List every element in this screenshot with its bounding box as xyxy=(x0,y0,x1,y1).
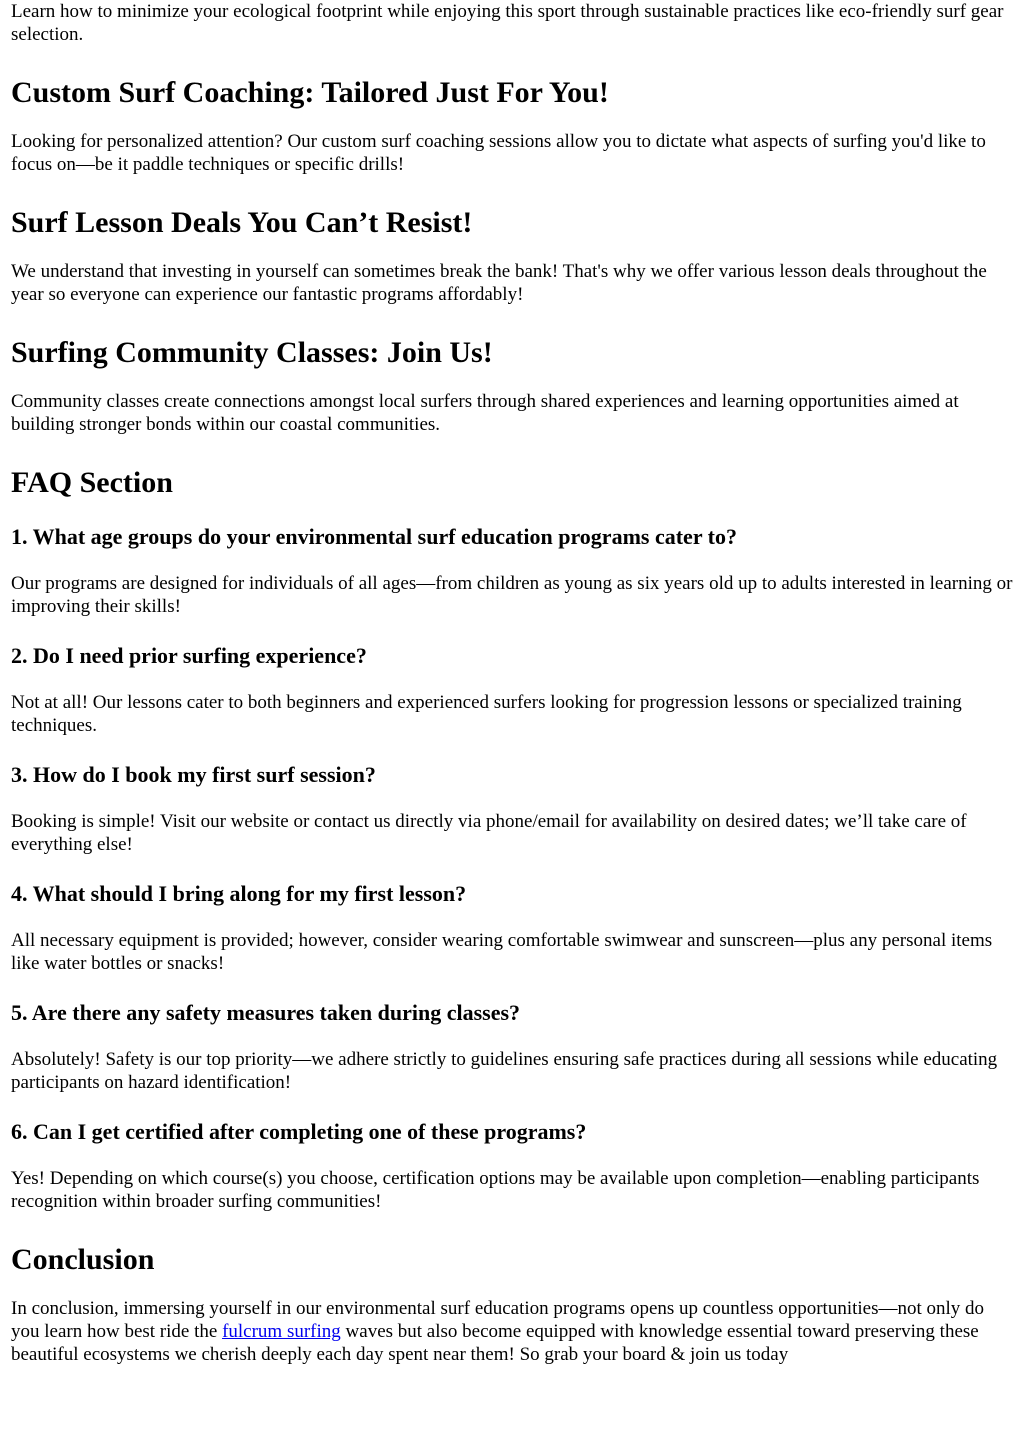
community-classes-paragraph: Community classes create connections amongst local surfers through shared experiences and learning opportunities aimed at building stronger bonds within our coastal communities. xyxy=(11,391,959,435)
faq-answer: Booking is simple! Visit our website or contact us directly via phone/email for availability on desired dates; we’ll take care of everything else! xyxy=(11,811,967,855)
conclusion-paragraph xyxy=(11,1297,1013,1366)
lesson-deals-paragraph: We understand that investing in yourself can sometimes break the bank! That's why we offer various lesson deals throughout the year so everyone can experience our fantastic programs affordably! xyxy=(11,261,987,305)
conclusion-text-after-link: waves but also become equipped with knowledge essential toward preserving these beautiful ecosystems we cherish deeply each day spent near them! So grab your board & join us today xyxy=(11,1321,979,1365)
faq-answer: All necessary equipment is provided; however, consider wearing comfortable swimwear and sunscreen—plus any personal items like water bottles or snacks! xyxy=(11,930,993,974)
faq-question: 6. Can I get certified after completing one of these programs? xyxy=(11,1119,587,1144)
faq-question: 2. Do I need prior surfing experience? xyxy=(11,643,367,668)
lesson-deals-heading: Surf Lesson Deals You Can’t Resist! xyxy=(11,206,473,239)
faq-answer: Absolutely! Safety is our top priority—we adhere strictly to guidelines ensuring safe practices during all sessions while educating participants on hazard identification! xyxy=(11,1049,998,1093)
custom-coaching-paragraph: Looking for personalized attention? Our custom surf coaching sessions allow you to dictate what aspects of surfing you'd like to focus on—be it paddle techniques or specific drills! xyxy=(11,131,986,175)
conclusion-text-before-link: In conclusion, immersing yourself in our environmental surf education programs opens up countless opportunities—not only do you learn how best ride the xyxy=(11,1298,985,1342)
intro-paragraph: Learn how to minimize your ecological footprint while enjoying this sport through sustainable practices like eco-friendly surf gear selection. xyxy=(11,1,1004,45)
faq-heading: FAQ Section xyxy=(11,466,173,499)
faq-question: 5. Are there any safety measures taken during classes? xyxy=(11,1000,521,1025)
faq-answer: Yes! Depending on which course(s) you choose, certification options may be available upon completion—enabling participants recognition within broader surfing communities! xyxy=(11,1168,980,1212)
faq-question: 3. How do I book my first surf session? xyxy=(11,762,376,787)
fulcrum-surfing-link[interactable]: fulcrum surfing xyxy=(222,1321,341,1342)
faq-answer: Not at all! Our lessons cater to both beginners and experienced surfers looking for progression lessons or specialized training techniques. xyxy=(11,692,962,736)
conclusion-heading: Conclusion xyxy=(11,1243,155,1276)
faq-answer: Our programs are designed for individuals of all ages—from children as young as six years old up to adults interested in learning or improving their skills! xyxy=(11,573,1013,617)
custom-coaching-heading: Custom Surf Coaching: Tailored Just For You! xyxy=(11,76,609,109)
faq-question: 1. What age groups do your environmental surf education programs cater to? xyxy=(11,524,738,549)
community-classes-heading: Surfing Community Classes: Join Us! xyxy=(11,336,493,369)
faq-question: 4. What should I bring along for my first lesson? xyxy=(11,881,467,906)
